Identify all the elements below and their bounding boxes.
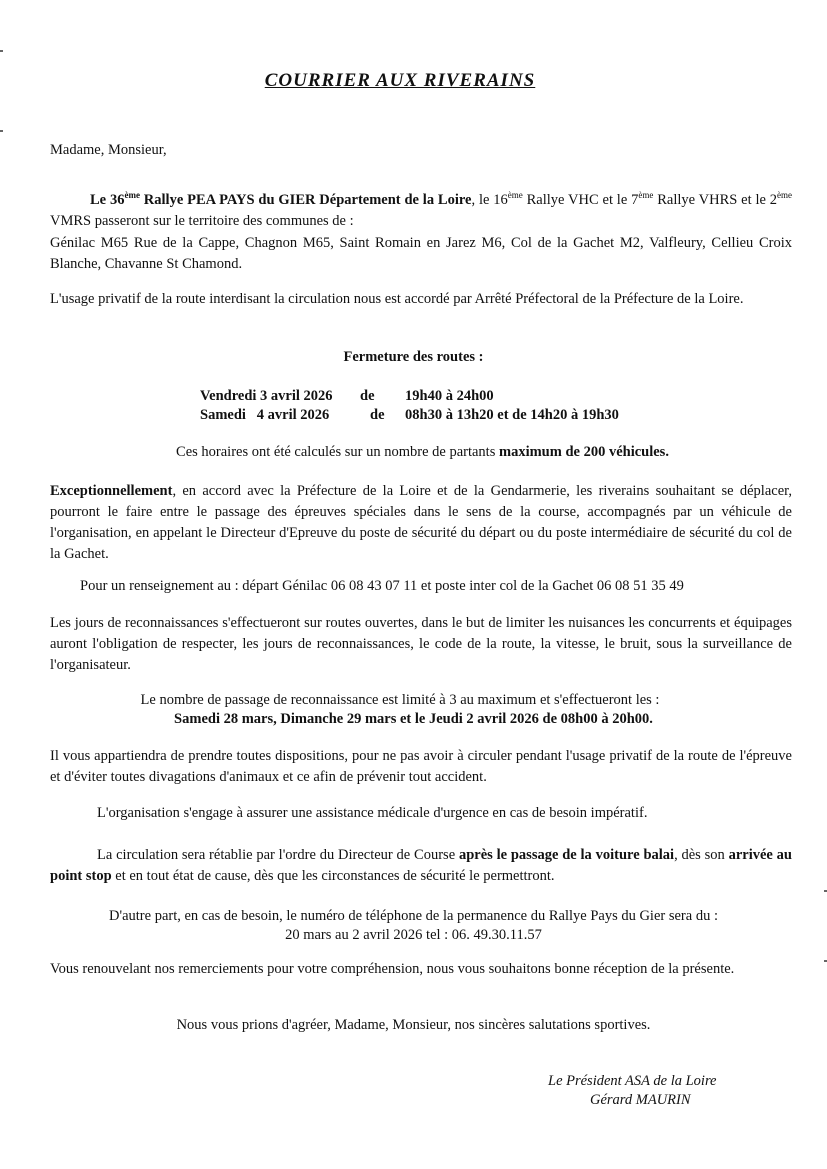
hotline-number: 20 mars au 2 avril 2026 tel : 06. 49.30.11.57: [285, 927, 542, 943]
signature-name: Gérard MAURIN: [590, 1092, 691, 1108]
restore-text: La circulation sera rétablie par l'ordre du Directeur de Course: [97, 847, 459, 863]
page-title: COURRIER AUX RIVERAINS: [264, 70, 536, 91]
intro-text: , le 16: [471, 192, 508, 208]
closure-row: [200, 405, 619, 426]
contact-line: Pour un renseignement au : départ Génilac 06 08 43 07 11 et poste inter col de la Gachet 06 08 51 35 49: [80, 578, 684, 594]
scan-mark: [0, 50, 3, 52]
rallye-name: Rallye PEA PAYS du GIER Département de la Loire: [139, 192, 472, 208]
exception-paragraph: [50, 481, 792, 565]
closure-day: Vendredi 3 avril 2026: [200, 388, 333, 404]
restore-paragraph: [50, 845, 792, 887]
closing-line: Nous vous prions d'agréer, Madame, Monsieur, nos sincères salutations sportives.: [176, 1017, 651, 1033]
intro-sup: ème: [124, 190, 140, 201]
closure-de: de: [360, 388, 375, 404]
schedule-note: [0, 442, 827, 463]
restore-bold: après le passage de la voiture balai: [458, 847, 675, 863]
hotline-line: D'autre part, en cas de besoin, le numéro de téléphone de la permanence du Rallye Pays du Gier sera du :: [109, 908, 718, 924]
schedule-note-text: Ces horaires ont été calculés sur un nombre de partants: [176, 444, 499, 460]
closure-hours: 08h30 à 13h20 et de 14h20 à 19h30: [405, 407, 619, 423]
intro-text: Rallye VHRS et le 2: [653, 192, 778, 208]
usage-paragraph: L'usage privatif de la route interdisant la circulation nous est accordé par Arrêté Préfectoral de la Préfecture de la Loire.: [50, 291, 744, 307]
exception-text: , en accord avec la Préfecture de la Loire et de la Gendarmerie, les riverains souhaitant se déplacer, pourront le faire entre le passage des épreuves spéciales dans le sens de la course, accompagnés par un véhicule de l'organisation, en appelant le Directeur d'Epreuve du poste de sécurité du départ ou du poste intermédiaire de sécurité du col de la Gachet.: [50, 483, 792, 562]
schedule-note-bold: maximum de 200 véhicules.: [498, 444, 669, 460]
closure-row: [200, 386, 494, 407]
intro-text: VMRS passeront sur le territoire des communes de :: [50, 213, 354, 229]
intro-sup: ème: [777, 190, 793, 201]
signature-role: Le Président ASA de la Loire: [548, 1073, 717, 1089]
communes-list: Génilac M65 Rue de la Cappe, Chagnon M65, Saint Romain en Jarez M6, Col de la Gachet M2, Valfleury, Cellieu Croix Blanche, Chavanne St Chamond.: [50, 235, 792, 272]
restore-text: et en tout état de cause, dès que les circonstances de sécurité le permettront.: [111, 868, 555, 884]
closure-de: de: [370, 407, 385, 423]
exception-bold: Exceptionnellement: [50, 483, 173, 499]
recon-dates: Samedi 28 mars, Dimanche 29 mars et le Jeudi 2 avril 2026 de 08h00 à 20h00.: [174, 711, 653, 727]
restore-bold: arrivée au point stop: [50, 847, 792, 884]
salutation: Madame, Monsieur,: [50, 142, 167, 158]
intro-prefix: Le 36: [90, 192, 125, 208]
restore-text: , dès son: [674, 847, 729, 863]
intro-sup: ème: [638, 190, 654, 201]
scan-mark: [0, 130, 3, 132]
recon-paragraph: Les jours de reconnaissances s'effectueront sur routes ouvertes, dans le but de limiter les nuisances les concurrents et équipages auront l'obligation de respecter, les jours de reconnaissances, le code de la route, la vitesse, le bruit, sous la surveillance de l'organisateur.: [50, 615, 792, 673]
thanks-paragraph: Vous renouvelant nos remerciements pour votre compréhension, nous vous souhaitons bonne réception de la présente.: [50, 961, 735, 977]
closure-heading: Fermeture des routes :: [343, 349, 484, 365]
intro-text: Rallye VHC et le 7: [522, 192, 639, 208]
medical-paragraph: L'organisation s'engage à assurer une assistance médicale d'urgence en cas de besoin impératif.: [97, 805, 648, 821]
intro-sup: ème: [507, 190, 523, 201]
dispositions-paragraph: Il vous appartiendra de prendre toutes dispositions, pour ne pas avoir à circuler pendant l'usage privatif de la route de l'épreuve et d'éviter toutes divagations d'animaux et ce afin de prévenir tout accident.: [50, 748, 792, 785]
intro-paragraph: [50, 190, 792, 232]
recon-limit-line: Le nombre de passage de reconnaissance est limité à 3 au maximum et s'effectueront les :: [140, 692, 660, 708]
closure-hours: 19h40 à 24h00: [405, 388, 494, 404]
closure-day: Samedi 4 avril 2026: [200, 407, 330, 423]
